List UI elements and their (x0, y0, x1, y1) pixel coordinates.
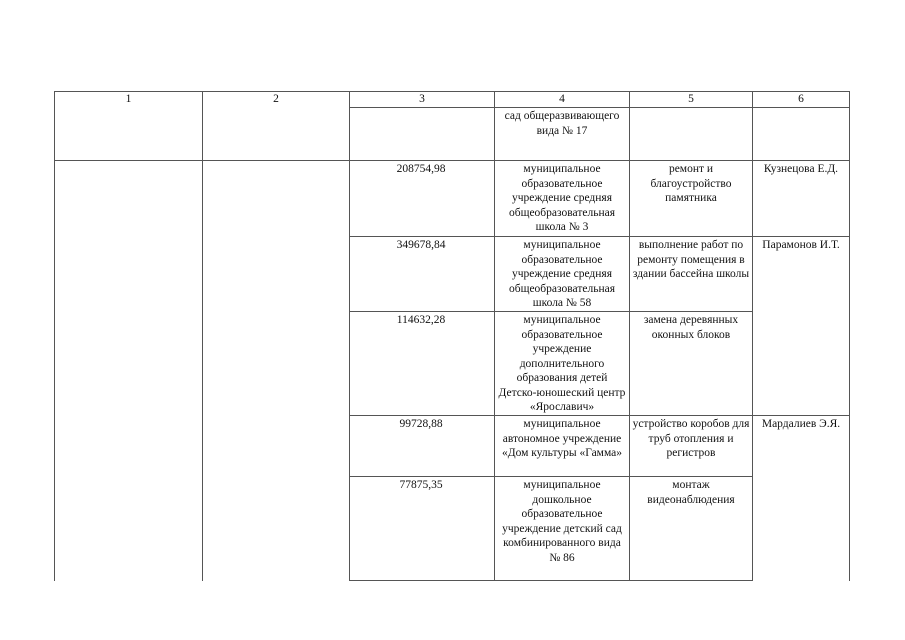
institution-cell: муниципальное дошкольное образовательное учреждение детский сад комбинированного вида № 86 (495, 477, 630, 581)
person-cell: Парамонов И.Т. (753, 237, 850, 416)
institution-cell: муниципальное автономное учреждение «Дом культуры «Гамма» (495, 416, 630, 477)
funding-table (54, 91, 850, 581)
header-row (55, 92, 850, 108)
blank-cell-col2 (203, 108, 350, 161)
amount-cell: 99728,88 (350, 416, 495, 477)
work-cell: устройство коробов для труб отопления и регистров (630, 416, 753, 477)
work-cell: ремонт и благоустройство памятника (630, 161, 753, 237)
continuation-amount-cell (350, 108, 495, 161)
amount-cell: 349678,84 (350, 237, 495, 312)
continuation-institution-cell: сад общеразвивающего вида № 17 (495, 108, 630, 161)
header-cell-3: 3 (350, 92, 495, 108)
continuation-person-cell (753, 108, 850, 161)
amount-cell: 114632,28 (350, 312, 495, 416)
person-cell: Кузнецова Е.Д. (753, 161, 850, 237)
amount-cell: 77875,35 (350, 477, 495, 581)
header-cell-1: 1 (55, 92, 203, 108)
header-cell-6: 6 (753, 92, 850, 108)
continuation-work-cell (630, 108, 753, 161)
header-cell-5: 5 (630, 92, 753, 108)
continuation-row (55, 108, 850, 161)
work-cell: выполнение работ по ремонту помещения в здании бассейна школы (630, 237, 753, 312)
group-cell-col2 (203, 161, 350, 581)
work-cell: замена деревянных оконных блоков (630, 312, 753, 416)
institution-cell: муниципальное образовательное учреждение средняя общеобразовательная школа № 3 (495, 161, 630, 237)
blank-cell-col1 (55, 108, 203, 161)
amount-cell: 208754,98 (350, 161, 495, 237)
work-cell: монтаж видеонаблюдения (630, 477, 753, 581)
table-row (55, 161, 850, 237)
person-cell: Мардалиев Э.Я. (753, 416, 850, 581)
header-cell-4: 4 (495, 92, 630, 108)
institution-cell: муниципальное образовательное учреждение дополнительного образования детей Детско-юношеский центр «Ярославич» (495, 312, 630, 416)
institution-cell: муниципальное образовательное учреждение средняя общеобразовательная школа № 58 (495, 237, 630, 312)
group-cell-col1 (55, 161, 203, 581)
header-cell-2: 2 (203, 92, 350, 108)
